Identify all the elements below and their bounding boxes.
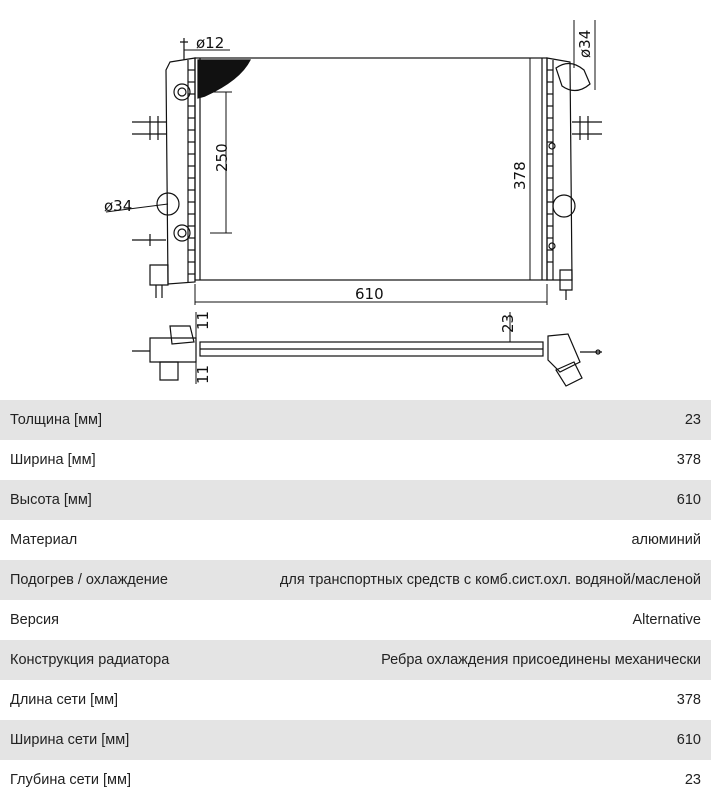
spec-row-width [0,440,711,480]
spec-row-height [0,480,711,520]
left-mount-bracket [132,116,166,140]
dim-diameter-34-left: ø34 [104,197,133,215]
right-outlet-pipe [556,63,590,90]
spec-row-construction [0,640,711,680]
spec-label: Ширина сети [мм] [10,732,130,748]
right-tank [547,58,572,280]
right-mount-bracket [572,116,602,140]
spec-label: Толщина [мм] [10,412,103,428]
dim-11-bottom: 11 [194,364,212,384]
dim-diameter-12: ø12 [196,34,225,52]
dim-11-top: 11 [194,310,212,330]
spec-label: Версия [10,612,60,628]
spec-label: Глубина сети [мм] [10,772,132,788]
spec-value: 378 [676,452,701,468]
spec-value: 610 [676,492,701,508]
dim-23: 23 [499,313,517,333]
dim-250: 250 [213,143,231,172]
spec-row-core-length [0,680,711,720]
radiator-core [195,58,547,280]
spec-label: Материал [10,532,78,548]
spec-value: 23 [684,772,701,788]
spec-value: 23 [684,412,701,428]
spec-label: Высота [мм] [10,492,92,508]
spec-row-core-depth [0,760,711,800]
spec-value: 610 [676,732,701,748]
spec-value: для транспортных средств с комб.сист.охл. водяной/масленой [279,572,701,588]
spec-value: Alternative [632,612,701,628]
spec-table [0,400,711,800]
right-tank-ribs [547,70,553,262]
dim-378: 378 [511,161,529,190]
spec-label: Подогрев / охлаждение [10,572,168,588]
left-tank-ribs [188,70,195,274]
spec-label: Ширина [мм] [10,452,96,468]
spec-value: 378 [676,692,701,708]
spec-row-version [0,600,711,640]
spec-value: Ребра охлаждения присоединены механически [381,652,701,668]
spec-row-material [0,520,711,560]
dim-diameter-34-right: ø34 [576,29,594,58]
spec-row-thickness [0,400,711,440]
spec-row-core-width [0,720,711,760]
spec-label: Длина сети [мм] [10,692,119,708]
spec-value: алюминий [631,532,701,548]
spec-label: Конструкция радиатора [10,652,170,668]
spec-row-heating-cooling [0,560,711,600]
dim-610: 610 [355,285,384,303]
